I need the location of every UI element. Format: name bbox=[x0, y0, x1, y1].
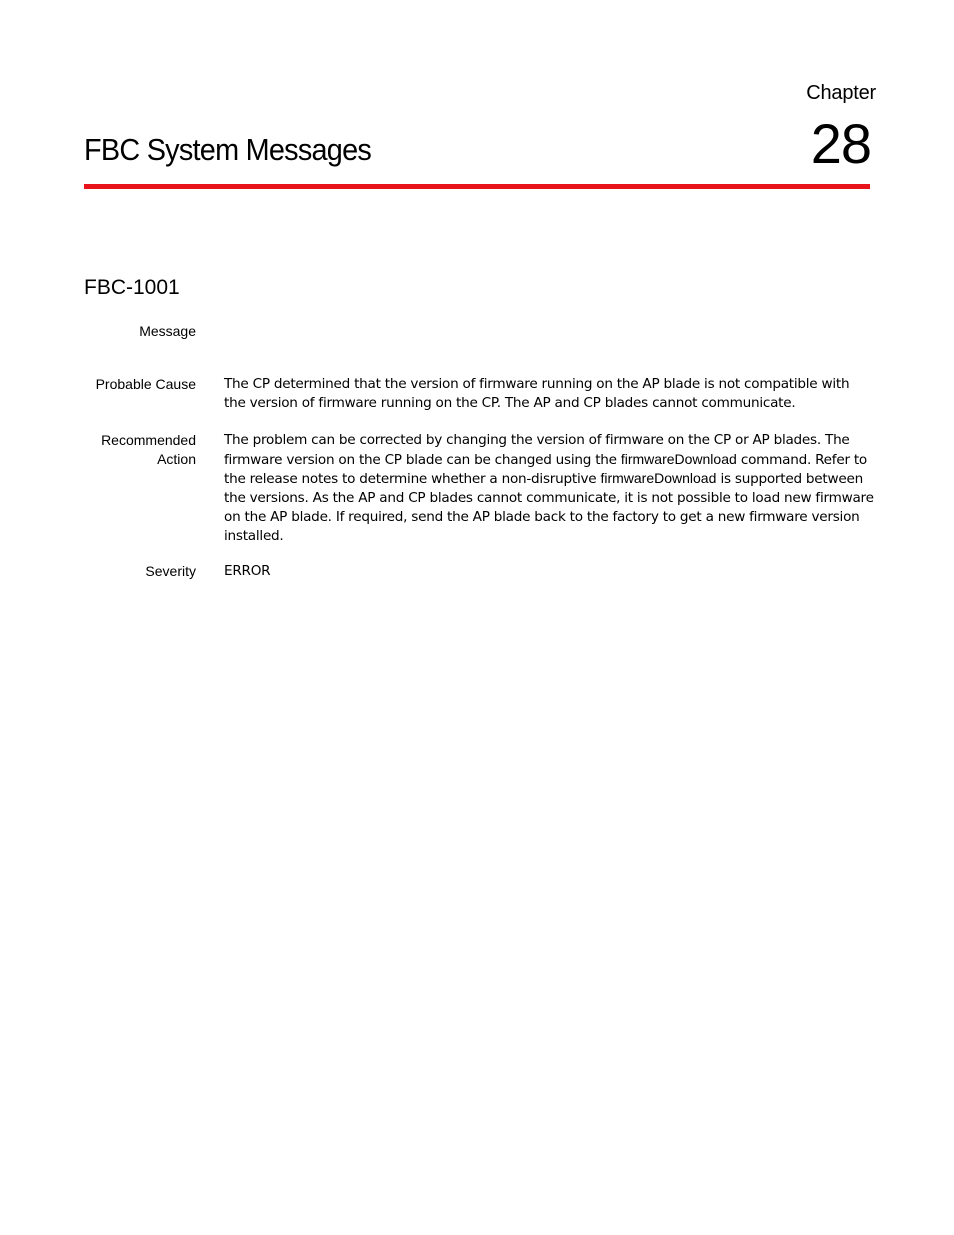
firmware-download-command: firmwareDownload bbox=[620, 450, 737, 467]
section-heading: FBC-1001 bbox=[84, 276, 180, 299]
chapter-title: FBC System Messages bbox=[84, 132, 372, 167]
probable-cause-label: Probable Cause bbox=[95, 376, 196, 392]
chapter-title-rule bbox=[84, 184, 870, 189]
message-label: Message bbox=[139, 323, 196, 339]
probable-cause-text: The CP determined that the version of firmware running on the AP blade is not compatible with the version of firmware running on the CP. The AP and CP blades cannot communicate. bbox=[224, 376, 850, 411]
chapter-label: Chapter bbox=[806, 82, 876, 104]
recommended-action-label-line2: Action bbox=[157, 451, 196, 467]
recommended-action-label-line1: Recommended bbox=[101, 432, 196, 448]
severity-value: ERROR bbox=[224, 563, 271, 579]
recommended-action-text-part1: The problem can be corrected by changing the version of firmware on the CP or AP blades. The firmware version on the CP blade can be changed using the bbox=[224, 432, 850, 468]
recommended-action-text bbox=[224, 431, 874, 545]
recommended-action-text-part2: command. Refer to the release notes to determine whether a non-disruptive bbox=[224, 451, 867, 488]
recommended-action-label bbox=[56, 431, 196, 469]
recommended-action-text-part3: is supported between the versions. As the AP and CP blades cannot communicate, it is not possible to load new firmware on the AP blade. If required, send the AP blade back to the factory to get a new firmware version installed. bbox=[224, 471, 874, 544]
severity-label: Severity bbox=[145, 563, 196, 579]
chapter-number: 28 bbox=[810, 112, 871, 175]
firmware-download-command: firmwareDownload bbox=[600, 470, 717, 487]
